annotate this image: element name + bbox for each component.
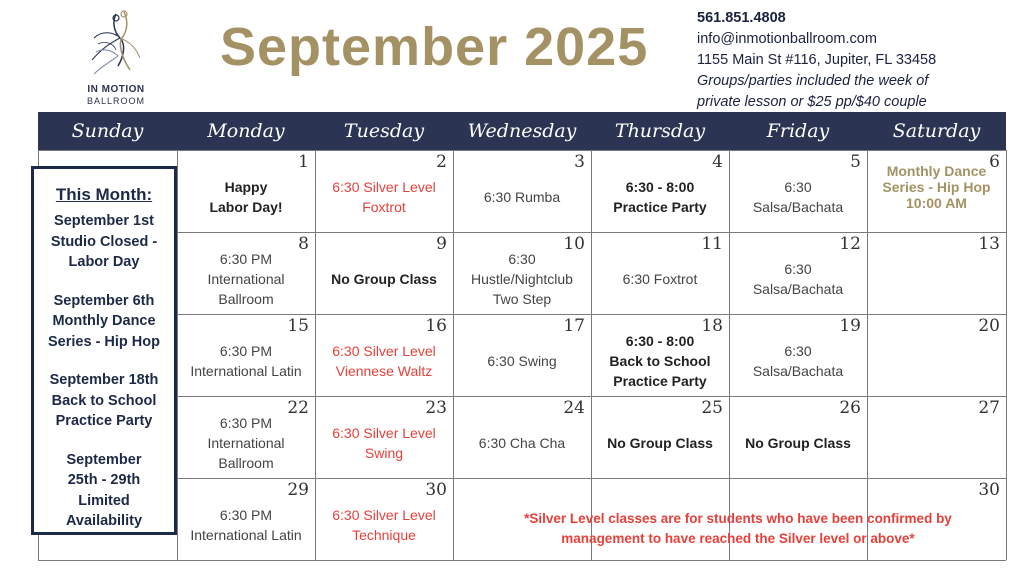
calendar-day-cell[interactable] (177, 396, 315, 478)
event-line: 6:30 Silver Level (332, 425, 436, 441)
event-line: Labor Day! (209, 199, 283, 215)
day-number: 30 (425, 480, 447, 500)
day-event (729, 433, 867, 453)
day-number: 27 (978, 398, 1000, 418)
calendar-day-cell[interactable] (867, 314, 1006, 396)
day-event (591, 269, 729, 289)
day-number: 1 (298, 152, 309, 172)
day-event (591, 433, 729, 453)
event-line: Happy (224, 179, 268, 195)
this-month-title: This Month: (55, 185, 153, 204)
event-line: No Group Class (331, 271, 437, 287)
day-event (729, 341, 867, 381)
day-number: 17 (563, 316, 585, 336)
highlight-line: Studio Closed - (50, 233, 158, 250)
day-number: 3 (574, 152, 585, 172)
weekday-monday: Monday (207, 120, 285, 142)
calendar-day-cell[interactable] (177, 478, 315, 560)
calendar-day-cell[interactable] (453, 396, 591, 478)
grid-vertical-line (1006, 150, 1007, 560)
event-line: Salsa/Bachata (752, 281, 844, 297)
day-number: 2 (436, 152, 447, 172)
event-line: Ballroom (218, 291, 274, 307)
day-number: 12 (839, 234, 861, 254)
day-number: 13 (978, 234, 1000, 254)
calendar-day-cell[interactable] (177, 314, 315, 396)
event-line: 6:30 PM (219, 507, 273, 523)
event-line: 6:30 (508, 251, 536, 267)
day-number: 23 (425, 398, 447, 418)
event-line: Back to School (609, 353, 711, 369)
event-line: 6:30 PM (219, 415, 273, 431)
day-number: 24 (563, 398, 585, 418)
day-number: 16 (425, 316, 447, 336)
calendar-day-cell[interactable] (453, 314, 591, 396)
calendar-day-cell[interactable] (177, 150, 315, 232)
calendar-day-cell[interactable] (177, 232, 315, 314)
event-line: 6:30 - 8:00 (625, 333, 695, 349)
weekday-thursday: Thursday (614, 120, 706, 142)
event-line: Swing (364, 445, 404, 461)
event-line: 6:30 Cha Cha (478, 435, 566, 451)
day-number: 11 (701, 234, 723, 254)
month-highlight-item (34, 450, 174, 532)
calendar-day-cell[interactable] (729, 150, 867, 232)
this-month-panel (31, 166, 177, 535)
calendar-day-cell[interactable] (729, 232, 867, 314)
day-number: 26 (839, 398, 861, 418)
day-event (591, 331, 729, 391)
pricing-note-line1: Groups/parties included the week of (697, 73, 929, 89)
event-line: 6:30 (784, 179, 812, 195)
event-line: No Group Class (607, 435, 713, 451)
event-line: Salsa/Bachata (752, 363, 844, 379)
day-event (177, 177, 315, 217)
page-title: September 2025 (220, 17, 649, 77)
day-event (453, 351, 591, 371)
calendar-day-cell[interactable] (315, 232, 453, 314)
event-line: Viennese Waltz (335, 363, 433, 379)
highlight-line: Back to School (51, 392, 157, 409)
calendar-day-cell[interactable] (315, 396, 453, 478)
month-highlight-item (34, 370, 174, 432)
calendar-day-cell[interactable] (867, 396, 1006, 478)
day-event (453, 433, 591, 453)
logo-name: IN MOTION (87, 84, 145, 95)
day-event (315, 423, 453, 463)
event-line: 6:30 PM (219, 251, 273, 267)
event-line: 6:30 - 8:00 (625, 179, 695, 195)
event-line: 6:30 PM (219, 343, 273, 359)
day-number: 10 (563, 234, 585, 254)
event-line: 6:30 Foxtrot (622, 271, 698, 287)
highlight-line: Practice Party (55, 413, 153, 429)
highlight-line: September 6th (53, 292, 155, 309)
calendar-day-cell[interactable] (591, 314, 729, 396)
weekday-wednesday: Wednesday (467, 120, 577, 142)
day-number: 6 (989, 152, 1000, 172)
calendar-day-cell[interactable] (591, 150, 729, 232)
event-line: 6:30 Silver Level (332, 507, 436, 523)
calendar-day-cell[interactable] (453, 150, 591, 232)
event-line: Practice Party (613, 373, 707, 389)
day-event (315, 341, 453, 381)
day-event (177, 413, 315, 473)
day-event (315, 505, 453, 545)
highlight-line: September 1st (54, 213, 154, 229)
grid-horizontal-line (38, 560, 1006, 561)
event-line: 6:30 Silver Level (332, 343, 436, 359)
day-number: 18 (701, 316, 723, 336)
highlight-line: 25th - 29th (67, 472, 141, 488)
day-number: 29 (287, 480, 309, 500)
event-line: International (207, 435, 285, 451)
dancers-logo-icon (84, 8, 148, 82)
day-event (729, 177, 867, 217)
calendar-day-cell[interactable] (315, 478, 453, 560)
day-number: 9 (436, 234, 447, 254)
calendar-grid (38, 150, 1006, 560)
weekday-header (38, 112, 1006, 150)
highlight-line: September 18th (49, 372, 159, 388)
calendar-day-cell[interactable] (453, 232, 591, 314)
day-number: 4 (712, 152, 723, 172)
event-line: Two Step (492, 291, 552, 307)
calendar-day-cell[interactable] (867, 232, 1006, 314)
day-event (177, 249, 315, 309)
month-highlight-item (34, 291, 174, 353)
day-event (591, 177, 729, 217)
day-event (177, 341, 315, 381)
event-line: Salsa/Bachata (752, 199, 844, 215)
event-line: Foxtrot (362, 199, 406, 215)
event-line: International (207, 271, 285, 287)
day-event (867, 163, 1006, 211)
calendar-day-cell[interactable] (315, 150, 453, 232)
footnote-line1: *Silver Level classes are for students who have been confirmed by (524, 511, 952, 526)
event-line: Ballroom (218, 455, 274, 471)
highlight-line: Labor Day (68, 254, 140, 270)
weekday-friday: Friday (766, 120, 830, 142)
calendar-day-cell[interactable] (315, 314, 453, 396)
pricing-note-line2: private lesson or $25 pp/$40 couple (697, 94, 927, 110)
day-number: 25 (701, 398, 723, 418)
event-line: 6:30 (784, 261, 812, 277)
street-address: 1155 Main St #116, Jupiter, FL 33458 (697, 52, 937, 68)
day-number: 15 (287, 316, 309, 336)
day-number: 30 (978, 480, 1000, 500)
event-line: 6:30 Swing (487, 353, 557, 369)
day-number: 22 (287, 398, 309, 418)
event-line: Series - Hip Hop (882, 179, 991, 195)
day-number: 20 (978, 316, 1000, 336)
logo-subname: BALLROOM (86, 96, 145, 106)
contact-info (697, 8, 936, 113)
highlight-line: Availability (65, 513, 143, 529)
event-line: International Latin (190, 363, 302, 379)
event-line: 10:00 AM (906, 195, 967, 211)
highlight-line: Series - Hip Hop (48, 333, 160, 350)
silver-level-footnote (478, 509, 998, 549)
event-line: 6:30 Silver Level (332, 179, 436, 195)
day-event (177, 505, 315, 545)
email-address[interactable]: info@inmotionballroom.com (697, 31, 877, 47)
day-event (315, 269, 453, 289)
day-number: 19 (839, 316, 861, 336)
day-event (453, 187, 591, 207)
event-line: Monthly Dance (886, 163, 987, 179)
day-event (453, 249, 591, 309)
studio-logo (56, 8, 176, 108)
highlight-line: September (66, 451, 142, 468)
event-line: 6:30 (784, 343, 812, 359)
month-highlight-item (34, 211, 174, 273)
footnote-line2: management to have reached the Silver level or above* (561, 531, 915, 546)
day-event (315, 177, 453, 217)
day-number: 5 (850, 152, 861, 172)
event-line: Hustle/Nightclub (471, 271, 573, 287)
calendar-day-cell[interactable] (591, 232, 729, 314)
highlight-line: Monthly Dance (52, 313, 156, 329)
event-line: No Group Class (745, 435, 851, 451)
calendar-day-cell[interactable] (729, 314, 867, 396)
event-line: Technique (352, 527, 416, 543)
event-line: 6:30 Rumba (483, 189, 561, 205)
calendar-day-cell[interactable] (867, 150, 1006, 232)
calendar-day-cell[interactable] (591, 396, 729, 478)
phone-number[interactable]: 561.851.4808 (697, 10, 786, 26)
highlight-line: Limited (78, 492, 130, 509)
calendar-day-cell[interactable] (729, 396, 867, 478)
event-line: Practice Party (613, 199, 707, 215)
day-event (729, 259, 867, 299)
weekday-sunday: Sunday (71, 120, 144, 142)
weekday-tuesday: Tuesday (343, 120, 425, 142)
day-number: 8 (298, 234, 309, 254)
event-line: International Latin (190, 527, 302, 543)
weekday-saturday: Saturday (892, 120, 981, 142)
